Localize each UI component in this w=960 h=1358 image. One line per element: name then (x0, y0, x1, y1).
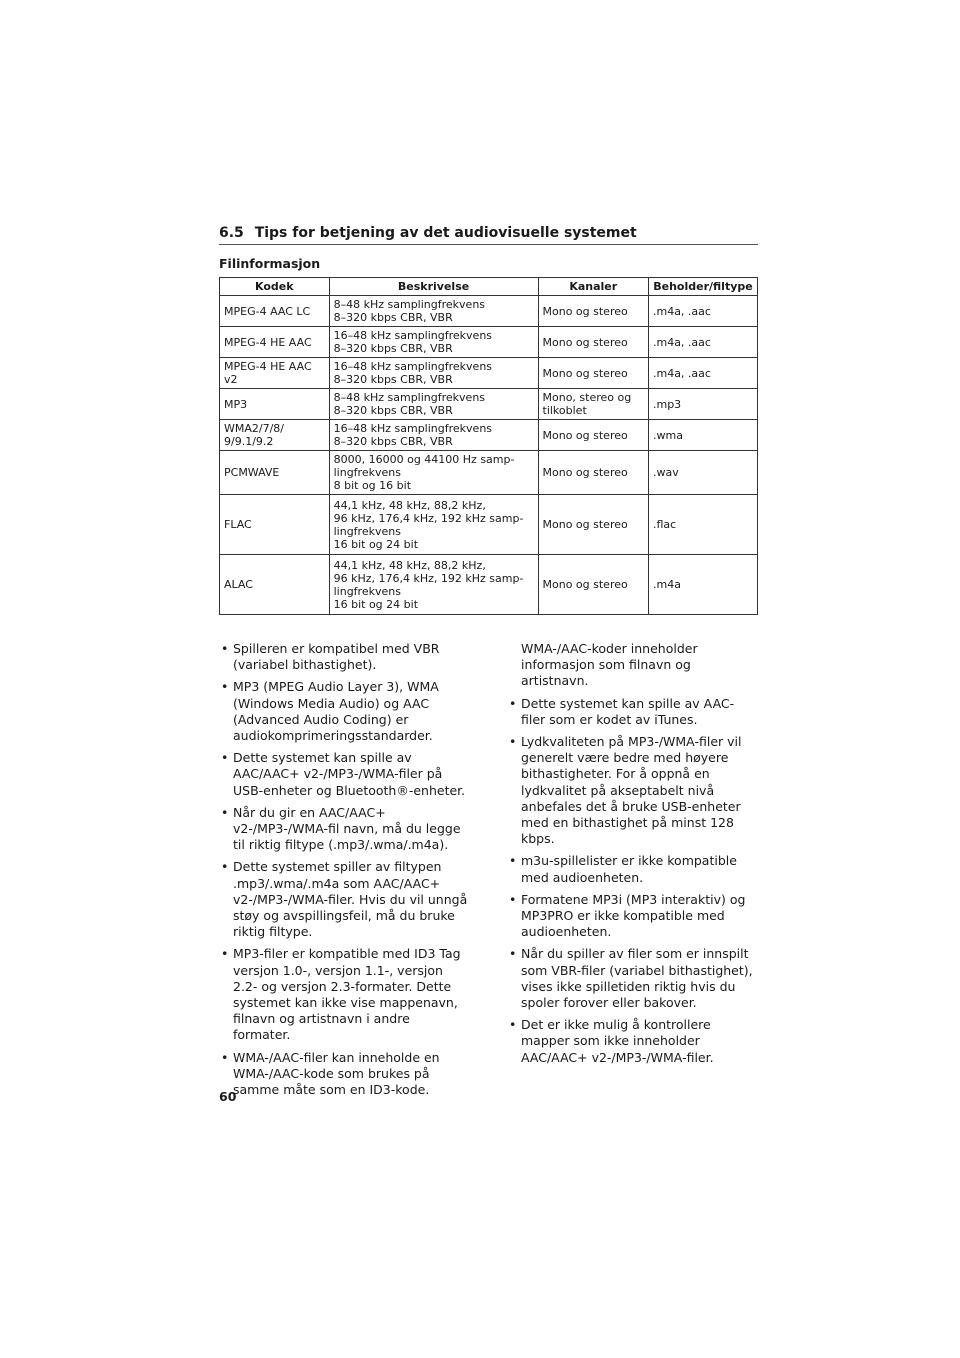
container-cell: .m4a (648, 555, 757, 615)
header-codec: Kodek (220, 278, 330, 296)
bullet-text: Dette systemet kan spille av AAC/AAC+ v2-/MP3-/WMA-filer på USB-enheter og Bluetooth®-enheter. (233, 750, 466, 798)
container-cell: .wav (648, 451, 757, 495)
table-row (220, 389, 758, 420)
description-cell (329, 327, 538, 358)
codec-cell: FLAC (220, 495, 330, 555)
description-cell (329, 451, 538, 495)
container-cell: .flac (648, 495, 757, 555)
bullet-glyph: • (221, 946, 229, 962)
description-line: lingfrekvens (333, 466, 401, 479)
bullet-text: WMA-/AAC-filer kan inneholde en WMA-/AAC-kode som brukes på samme måte som en ID3-kode. (233, 1049, 440, 1098)
bullet-glyph: • (221, 750, 229, 766)
bullet-glyph: • (221, 859, 229, 875)
bullet-text: MP3 (MPEG Audio Layer 3), WMA (Windows Media Audio) og AAC (Advanced Audio Coding) er audiokomprimeringsstandarder. (233, 679, 439, 744)
header-channels: Kanaler (538, 278, 648, 296)
description-line: 8–48 kHz samplingfrekvens (333, 298, 486, 311)
description-line: 8–48 kHz samplingfrekvens (333, 391, 486, 404)
description-cell (329, 555, 538, 615)
bullet-item (507, 892, 757, 941)
bullet-list-left (219, 641, 469, 1098)
bullet-glyph: • (509, 734, 517, 750)
description-line: 44,1 kHz, 48 kHz, 88,2 kHz, (333, 558, 486, 572)
channels-cell: Mono og stereo (538, 555, 648, 615)
bullet-text: Spilleren er kompatibel med VBR (variabel bithastighet). (233, 641, 440, 673)
bullet-glyph: • (509, 1017, 517, 1033)
bullet-text: Når du spiller av filer som er innspilt som VBR-filer (variabel bithastighet), vises ikke spilletiden riktig hvis du spoler forover eller bakover. (521, 946, 753, 1011)
description-cell (329, 420, 538, 451)
container-cell: .m4a, .aac (648, 296, 757, 327)
description-cell (329, 389, 538, 420)
description-line: 8–320 kbps CBR, VBR (333, 404, 453, 417)
table-header-row (220, 278, 758, 296)
bullet-text: Lydkvaliteten på MP3-/WMA-filer vil generelt være bedre med høyere bithastigheter. For å oppnå en lydkvalitet på akseptabelt nivå anbefales det å bruke USB-enheter med en bithastighet på minst 128 kbps. (521, 734, 742, 847)
channels-cell: Mono og stereo (538, 358, 648, 389)
codec-cell: ALAC (220, 555, 330, 615)
channels-cell: Mono og stereo (538, 495, 648, 555)
bullet-item (219, 1050, 469, 1099)
description-line: lingfrekvens (333, 524, 401, 538)
description-line: lingfrekvens (333, 584, 401, 598)
bullet-item (507, 946, 757, 1011)
channels-cell: Mono og stereo (538, 296, 648, 327)
container-cell: .m4a, .aac (648, 327, 757, 358)
bullet-item (507, 734, 757, 847)
bullet-glyph: • (221, 804, 229, 820)
bullet-text: Dette systemet spiller av filtypen .mp3/.wma/.m4a som AAC/AAC+ v2-/MP3-/WMA-filer. Hvis du vil unngå støy og avspillingsfeil, må du bruke riktig filtype. (233, 859, 468, 940)
table-row (220, 358, 758, 389)
description-line: 8 bit og 16 bit (333, 479, 412, 492)
page-number: 60 (219, 1089, 237, 1104)
table-row (220, 555, 758, 615)
right-column (507, 641, 757, 1072)
bullet-glyph: • (509, 695, 517, 711)
bullet-item (507, 853, 757, 885)
codec-cell: WMA2/7/8/ 9/9.1/9.2 (220, 420, 330, 451)
section-number: 6.5 (219, 225, 244, 241)
bullet-item (219, 750, 469, 799)
description-line: 16 bit og 24 bit (333, 597, 419, 611)
bullet-text: Formatene MP3i (MP3 interaktiv) og MP3PRO er ikke kompatible med audioenheten. (521, 891, 746, 940)
bullet-item (507, 696, 757, 728)
bullet-glyph: • (221, 1049, 229, 1065)
bullet-item (219, 859, 469, 940)
codec-cell: MPEG-4 HE AAC v2 (220, 358, 330, 389)
container-cell: .mp3 (648, 389, 757, 420)
bullet-item (507, 1017, 757, 1066)
container-cell: .m4a, .aac (648, 358, 757, 389)
subheading: Filinformasjon (219, 256, 321, 271)
left-column (219, 641, 469, 1104)
channels-cell: Mono, stereo og tilkoblet (538, 389, 648, 420)
bullet-glyph: • (221, 679, 229, 695)
channels-cell: Mono og stereo (538, 327, 648, 358)
description-line: 16–48 kHz samplingfrekvens (333, 329, 493, 342)
codec-cell: PCMWAVE (220, 451, 330, 495)
description-line: 8–320 kbps CBR, VBR (333, 373, 453, 386)
bullet-text: Dette systemet kan spille av AAC-filer som er kodet av iTunes. (521, 695, 735, 727)
file-info-table (219, 277, 758, 615)
bullet-text: m3u-spillelister er ikke kompatible med audioenheten. (521, 853, 737, 885)
table-row (220, 327, 758, 358)
bullet-item (219, 946, 469, 1043)
description-line: 16–48 kHz samplingfrekvens (333, 360, 493, 373)
bullet-text: MP3-filer er kompatible med ID3 Tag versjon 1.0-, versjon 1.1-, versjon 2.2- og versjon 2.3-formater. Dette systemet kan ikke vise mappenavn, filnavn og artistnavn i andre formater. (233, 946, 461, 1043)
description-line: 16 bit og 24 bit (333, 537, 419, 551)
description-cell (329, 358, 538, 389)
bullet-item (219, 805, 469, 854)
table-row (220, 495, 758, 555)
bullet-item (219, 641, 469, 673)
channels-cell: Mono og stereo (538, 451, 648, 495)
continued-paragraph: WMA-/AAC-koder inneholder informasjon som filnavn og artistnavn. (521, 641, 698, 689)
description-line: 8000, 16000 og 44100 Hz samp- (333, 453, 515, 466)
description-line: 8–320 kbps CBR, VBR (333, 342, 453, 355)
description-line: 8–320 kbps CBR, VBR (333, 435, 453, 448)
bullet-text: Når du gir en AAC/AAC+ v2-/MP3-/WMA-fil navn, må du legge til riktig filtype (.mp3/.wma/.m4a). (233, 804, 461, 853)
description-cell (329, 495, 538, 555)
codec-cell: MP3 (220, 389, 330, 420)
bullet-text: Det er ikke mulig å kontrollere mapper som ikke inneholder AAC/AAC+ v2-/MP3-/WMA-filer. (521, 1017, 714, 1065)
container-cell: .wma (648, 420, 757, 451)
table-row (220, 451, 758, 495)
section-heading (219, 225, 758, 245)
bullet-glyph: • (509, 891, 517, 907)
table-row (220, 296, 758, 327)
description-cell (329, 296, 538, 327)
description-line: 8–320 kbps CBR, VBR (333, 311, 453, 324)
section-title: Tips for betjening av det audiovisuelle systemet (254, 225, 637, 241)
description-line: 16–48 kHz samplingfrekvens (333, 422, 493, 435)
header-description: Beskrivelse (329, 278, 538, 296)
bullet-glyph: • (509, 946, 517, 962)
bullet-list-right (507, 696, 757, 1066)
description-line: 96 kHz, 176,4 kHz, 192 kHz samp- (333, 511, 524, 525)
bullet-item (219, 679, 469, 744)
description-line: 44,1 kHz, 48 kHz, 88,2 kHz, (333, 498, 486, 512)
codec-cell: MPEG-4 HE AAC (220, 327, 330, 358)
header-container: Beholder/filtype (648, 278, 757, 296)
table-row (220, 420, 758, 451)
description-line: 96 kHz, 176,4 kHz, 192 kHz samp- (333, 571, 524, 585)
bullet-glyph: • (221, 641, 229, 656)
channels-cell: Mono og stereo (538, 420, 648, 451)
bullet-glyph: • (509, 853, 517, 869)
codec-cell: MPEG-4 AAC LC (220, 296, 330, 327)
